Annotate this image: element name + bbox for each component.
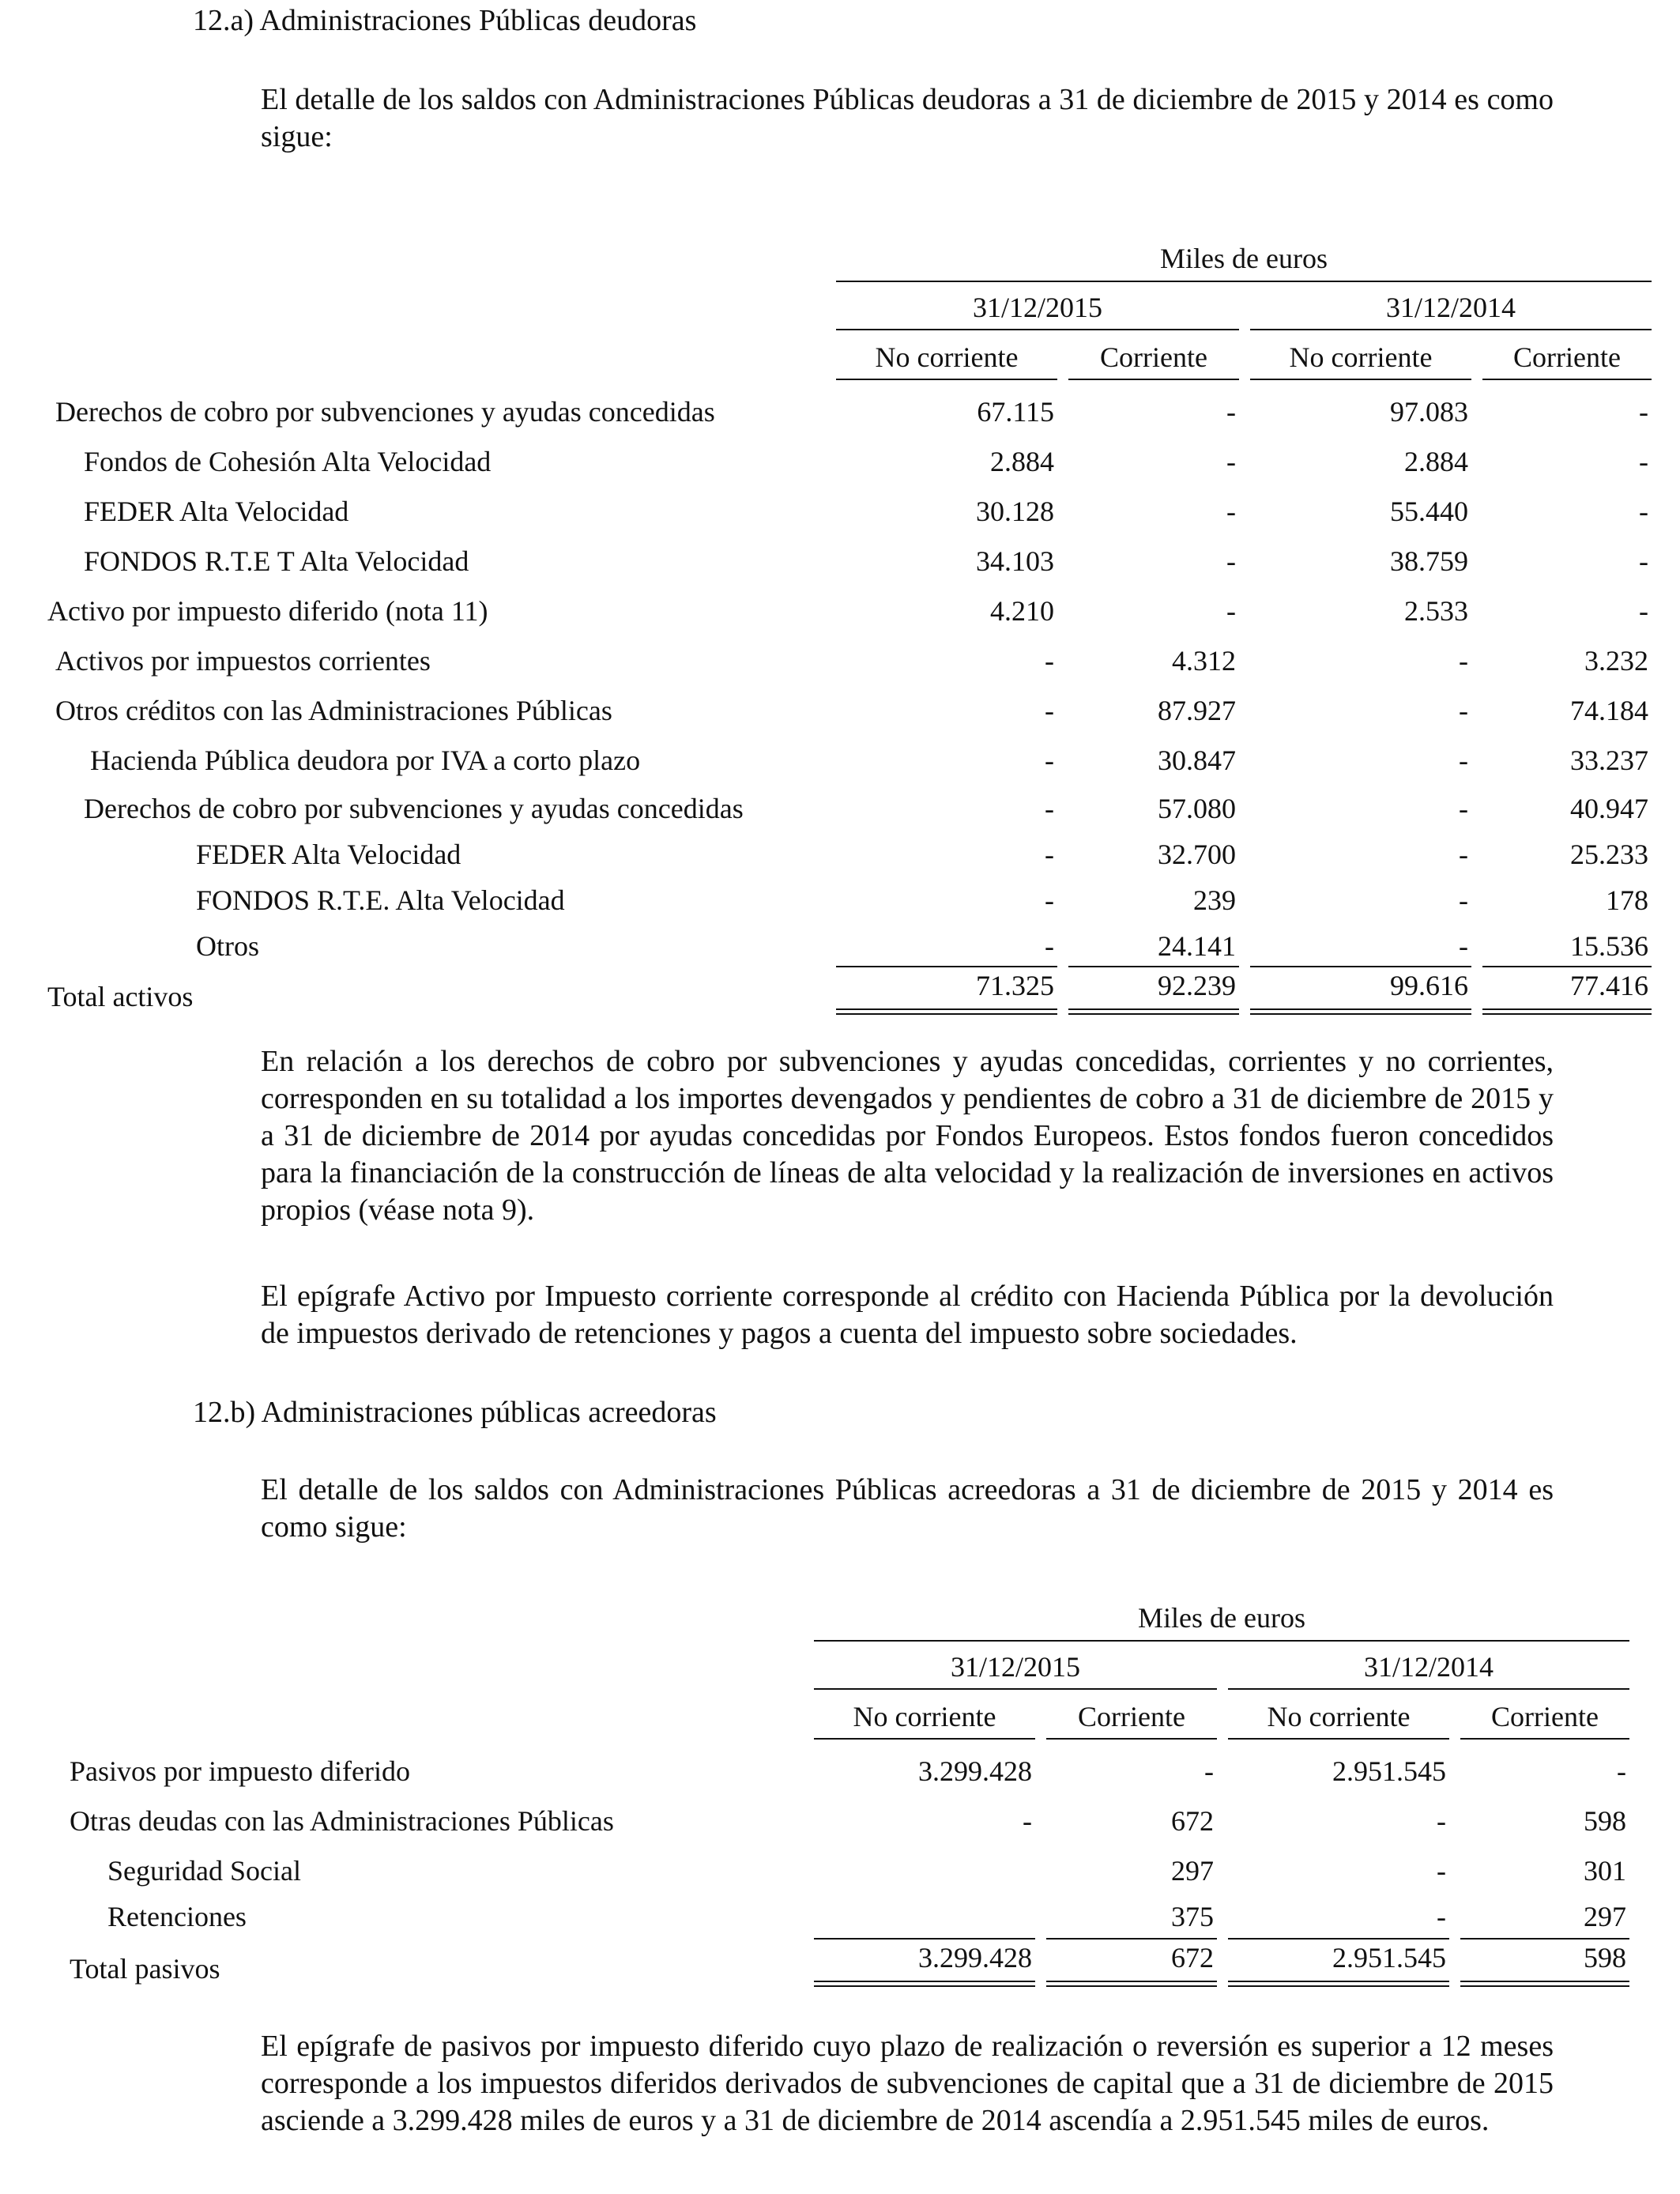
row-value: -	[1023, 1805, 1032, 1837]
row-label: Seguridad Social	[107, 1855, 301, 1887]
row-value: -	[1045, 745, 1054, 776]
total-double-rule	[1046, 1981, 1217, 1987]
total-value: 672	[1171, 1942, 1214, 1973]
row-value: 2.884	[1404, 446, 1468, 477]
row-value: 178	[1606, 884, 1648, 916]
year-header: 31/12/2014	[1385, 292, 1516, 323]
year-header-rule	[1250, 329, 1652, 330]
row-label: Hacienda Pública deudora por IVA a corto plazo	[90, 745, 641, 776]
row-label: Otros créditos con las Administraciones Públicas	[55, 695, 612, 726]
column-header: Corriente	[1078, 1701, 1185, 1732]
year-header-rule	[814, 1688, 1217, 1690]
total-rule	[1228, 1938, 1449, 1940]
column-header: No corriente	[853, 1701, 996, 1732]
row-label: Derechos de cobro por subvenciones y ayudas concedidas	[55, 396, 715, 428]
row-value: 34.103	[976, 545, 1054, 577]
row-value: -	[1045, 645, 1054, 677]
total-value: 99.616	[1390, 970, 1468, 1001]
column-header: Corriente	[1100, 341, 1207, 373]
unit-header: Miles de euros	[1160, 243, 1328, 274]
row-label: Derechos de cobro por subvenciones y ayudas concedidas	[84, 793, 744, 824]
total-rule	[814, 1938, 1035, 1940]
section-b-paragraph: El epígrafe de pasivos por impuesto diferido cuyo plazo de realización o reversión es superior a 12 meses corresponde a los impuestos diferidos derivados de subvenciones de capital que a 31 de diciembre de 2015 asciende a 3.299.428 miles de euros y a 31 de diciembre de 2014 ascendía a 2.951.545 miles de euros.	[261, 2030, 1554, 2137]
total-value: 2.951.545	[1332, 1942, 1446, 1973]
row-value: -	[1459, 695, 1468, 726]
row-value: 25.233	[1570, 839, 1648, 870]
row-label: Activo por impuesto diferido (nota 11)	[47, 595, 488, 627]
row-value: 38.759	[1390, 545, 1468, 577]
row-value: -	[1045, 695, 1054, 726]
row-value: 97.083	[1390, 396, 1468, 428]
row-value: 297	[1171, 1855, 1214, 1887]
row-value: 3.299.428	[918, 1755, 1032, 1787]
row-value: 4.210	[990, 595, 1054, 627]
total-rule	[1068, 966, 1239, 967]
column-header-rule	[1046, 1738, 1217, 1740]
row-value: -	[1437, 1901, 1446, 1932]
row-value: 2.533	[1404, 595, 1468, 627]
row-label: Retenciones	[107, 1901, 247, 1932]
total-label: Total pasivos	[70, 1953, 220, 1985]
total-double-rule	[1482, 1008, 1652, 1015]
column-header-rule	[1068, 379, 1239, 380]
column-header: No corriente	[1289, 341, 1433, 373]
row-value: -	[1437, 1805, 1446, 1837]
row-value: 67.115	[977, 396, 1054, 428]
total-rule	[1046, 1938, 1217, 1940]
row-value: -	[1639, 496, 1648, 527]
section-a-paragraph-1: En relación a los derechos de cobro por subvenciones y ayudas concedidas, corrientes y no corrientes, corresponden en su totalidad a los importes devengados y pendientes de cobro a 31 de diciembre de 2015 y a 31 de diciembre de 2014 por ayudas concedidas por Fondos Europeos. Estos fondos fueron concedidos para la financiación de la construcción de líneas de alta velocidad y la realización de inversiones en activos propios (véase nota 9).	[261, 1045, 1554, 1227]
total-value: 71.325	[976, 970, 1054, 1001]
column-header-rule	[836, 379, 1057, 380]
row-label: FONDOS R.T.E. Alta Velocidad	[196, 884, 565, 916]
row-value: 297	[1584, 1901, 1626, 1932]
row-value: 301	[1584, 1855, 1626, 1887]
row-value: 598	[1584, 1805, 1626, 1837]
row-label: FEDER Alta Velocidad	[196, 839, 461, 870]
unit-header-rule	[836, 281, 1652, 282]
row-value: -	[1226, 496, 1236, 527]
row-value: 55.440	[1390, 496, 1468, 527]
column-header-rule	[1460, 1738, 1629, 1740]
row-value: -	[1226, 446, 1236, 477]
row-value: -	[1459, 839, 1468, 870]
total-rule	[1250, 966, 1471, 967]
row-value: -	[1639, 545, 1648, 577]
row-value: 40.947	[1570, 793, 1648, 824]
column-header: No corriente	[1267, 1701, 1411, 1732]
row-value: -	[1045, 839, 1054, 870]
unit-header-rule	[814, 1640, 1629, 1642]
row-label: FEDER Alta Velocidad	[84, 496, 349, 527]
row-value: -	[1459, 745, 1468, 776]
row-value: -	[1459, 884, 1468, 916]
column-header-rule	[1228, 1738, 1449, 1740]
total-rule	[836, 966, 1057, 967]
row-label: Fondos de Cohesión Alta Velocidad	[84, 446, 492, 477]
year-header: 31/12/2015	[950, 1651, 1080, 1683]
row-value: 2.951.545	[1332, 1755, 1446, 1787]
column-header: No corriente	[875, 341, 1019, 373]
row-value: -	[1639, 446, 1648, 477]
column-header-rule	[1482, 379, 1652, 380]
row-value: 30.128	[976, 496, 1054, 527]
row-value: -	[1459, 793, 1468, 824]
row-value: 24.141	[1158, 930, 1236, 962]
year-header-rule	[836, 329, 1239, 330]
row-value: 32.700	[1158, 839, 1236, 870]
row-value: -	[1204, 1755, 1214, 1787]
total-double-rule	[1250, 1008, 1471, 1015]
total-value: 3.299.428	[918, 1942, 1032, 1973]
section-b-intro: El detalle de los saldos con Administraciones Públicas acreedoras a 31 de diciembre de 2015 y 2014 es como sigue:	[261, 1473, 1554, 1544]
year-header-rule	[1228, 1688, 1629, 1690]
row-value: 15.536	[1570, 930, 1648, 962]
row-value: 672	[1171, 1805, 1214, 1837]
total-double-rule	[814, 1981, 1035, 1987]
row-value: -	[1459, 930, 1468, 962]
total-value: 92.239	[1158, 970, 1236, 1001]
row-value: 30.847	[1158, 745, 1236, 776]
row-value: -	[1045, 793, 1054, 824]
row-value: 2.884	[990, 446, 1054, 477]
total-value: 598	[1584, 1942, 1626, 1973]
row-label: Otras deudas con las Administraciones Públicas	[70, 1805, 614, 1837]
row-value: 3.232	[1584, 645, 1648, 677]
column-header: Corriente	[1491, 1701, 1599, 1732]
row-value: -	[1437, 1855, 1446, 1887]
row-value: 375	[1171, 1901, 1214, 1932]
column-header-rule	[814, 1738, 1035, 1740]
total-rule	[1482, 966, 1652, 967]
year-header: 31/12/2014	[1363, 1651, 1494, 1683]
row-value: -	[1226, 396, 1236, 428]
column-header-rule	[1250, 379, 1471, 380]
row-label: FONDOS R.T.E T Alta Velocidad	[84, 545, 469, 577]
total-double-rule	[1228, 1981, 1449, 1987]
section-a-paragraph-2: El epígrafe Activo por Impuesto corriente corresponde al crédito con Hacienda Pública por la devolución de impuestos derivado de retenciones y pagos a cuenta del impuesto sobre sociedades.	[261, 1280, 1554, 1350]
row-value: 239	[1193, 884, 1236, 916]
row-label: Otros	[196, 930, 259, 962]
row-value: -	[1459, 645, 1468, 677]
total-double-rule	[1068, 1008, 1239, 1015]
total-rule	[1460, 1938, 1629, 1940]
row-value: 74.184	[1570, 695, 1648, 726]
row-value: 57.080	[1158, 793, 1236, 824]
row-value: -	[1226, 545, 1236, 577]
row-value: -	[1226, 595, 1236, 627]
row-label: Pasivos por impuesto diferido	[70, 1755, 410, 1787]
column-header: Corriente	[1513, 341, 1621, 373]
total-double-rule	[836, 1008, 1057, 1015]
row-value: 4.312	[1172, 645, 1236, 677]
row-label: Activos por impuestos corrientes	[55, 645, 431, 677]
year-header: 31/12/2015	[972, 292, 1102, 323]
total-value: 77.416	[1570, 970, 1648, 1001]
row-value: 87.927	[1158, 695, 1236, 726]
row-value: -	[1639, 595, 1648, 627]
unit-header: Miles de euros	[1138, 1602, 1305, 1634]
section-a-heading: 12.a) Administraciones Públicas deudoras	[193, 4, 697, 37]
row-value: -	[1639, 396, 1648, 428]
row-value: 33.237	[1570, 745, 1648, 776]
section-a-intro: El detalle de los saldos con Administraciones Públicas deudoras a 31 de diciembre de 2015 y 2014 es como sigue:	[261, 83, 1554, 153]
row-value: -	[1045, 884, 1054, 916]
total-double-rule	[1460, 1981, 1629, 1987]
row-value: -	[1045, 930, 1054, 962]
total-label: Total activos	[47, 981, 194, 1012]
row-value: -	[1617, 1755, 1626, 1787]
section-b-heading: 12.b) Administraciones públicas acreedoras	[193, 1396, 717, 1429]
